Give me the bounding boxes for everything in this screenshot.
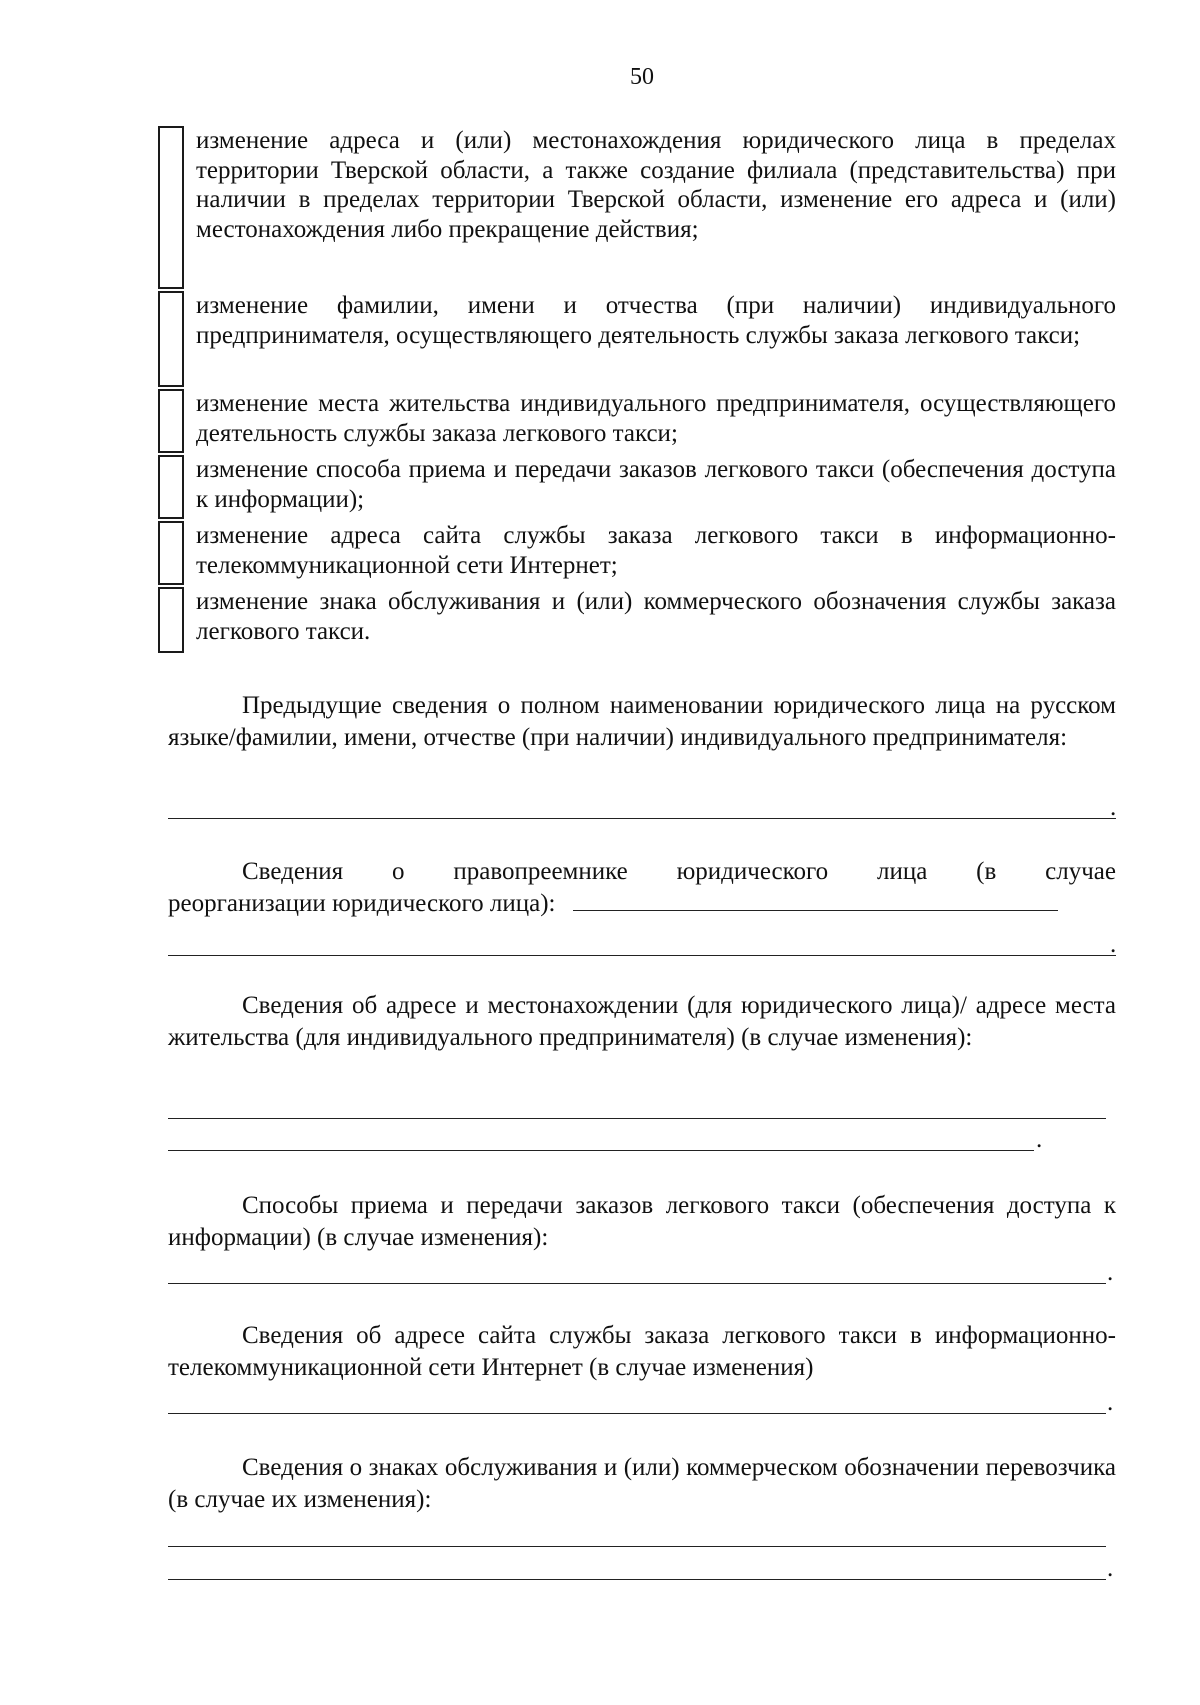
period: . [1107, 1555, 1114, 1582]
checkbox[interactable] [158, 389, 184, 453]
option-label: изменение фамилии, имени и отчества (при наличии) индивидуального предпринимателя, осуществляющего деятельность службы заказа легкового такси; [196, 292, 1116, 349]
checkbox[interactable] [158, 587, 184, 653]
previous-name-field[interactable] [168, 818, 1116, 819]
checkbox[interactable] [158, 291, 184, 387]
website-field[interactable] [168, 1413, 1106, 1414]
address-field-line1[interactable] [168, 1118, 1106, 1119]
period: . [1110, 931, 1117, 958]
period: . [1036, 1126, 1043, 1153]
option-label: изменение знака обслуживания и (или) коммерческого обозначения службы заказа легкового такси. [196, 588, 1116, 645]
order-methods-field[interactable] [168, 1283, 1106, 1284]
successor-label: Сведения о правопреемнике юридического лица (в случае [242, 858, 1116, 885]
page-number: 50 [630, 64, 654, 90]
successor-field[interactable] [573, 890, 1058, 911]
previous-name-label: Предыдущие сведения о полном наименовании юридического лица на русском языке/фамилии, имени, отчестве (при наличии) индивидуального предпринимателя: [168, 692, 1116, 751]
option-label: изменение адреса сайта службы заказа легкового такси в информационно-телекоммуникационной сети Интернет; [196, 522, 1116, 579]
period: . [1107, 1389, 1114, 1416]
successor-label-cont [168, 888, 1116, 920]
service-marks-field-line1[interactable] [168, 1546, 1106, 1547]
period: . [1110, 794, 1117, 821]
option-label: изменение места жительства индивидуального предпринимателя, осуществляющего деятельность службы заказа легкового такси; [196, 390, 1116, 447]
service-marks-field-line2[interactable] [168, 1579, 1106, 1580]
successor-label-text: реорганизации юридического лица): [168, 890, 556, 917]
address-label: Сведения об адресе и местонахождении (для юридического лица)/ адресе места жительства (для индивидуального предпринимателя) (в случае изменения): [168, 992, 1116, 1051]
service-marks-label: Сведения о знаках обслуживания и (или) коммерческом обозначении перевозчика (в случае их изменения): [168, 1454, 1116, 1513]
checkbox[interactable] [158, 455, 184, 519]
successor-field-line2[interactable] [168, 955, 1116, 956]
checkbox[interactable] [158, 126, 184, 289]
period: . [1107, 1259, 1114, 1286]
order-methods-label: Способы приема и передачи заказов легкового такси (обеспечения доступа к информации) (в случае изменения): [168, 1192, 1116, 1251]
option-label: изменение способа приема и передачи заказов легкового такси (обеспечения доступа к информации); [196, 456, 1116, 513]
option-label: изменение адреса и (или) местонахождения юридического лица в пределах территории Тверской области, а также создание филиала (представительства) при наличии в пределах территории Тверской области, изменение его адреса и (или) местонахождения либо прекращение действия; [196, 127, 1116, 243]
address-field-line2[interactable] [168, 1150, 1034, 1151]
website-label: Сведения об адресе сайта службы заказа легкового такси в информационно-телекоммуникационной сети Интернет (в случае изменения) [168, 1322, 1116, 1381]
checkbox[interactable] [158, 521, 184, 585]
